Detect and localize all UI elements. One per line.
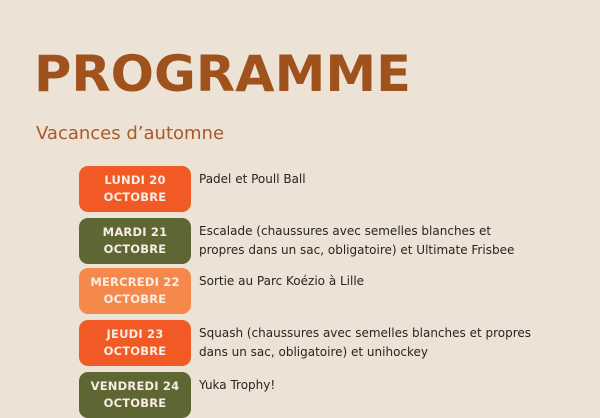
page-title: PROGRAMME [34, 45, 411, 103]
date-badge-tuesday [79, 218, 191, 264]
date-badge-month: OCTOBRE [103, 242, 167, 256]
date-badge-month: OCTOBRE [103, 292, 167, 306]
date-badge-wednesday [79, 268, 191, 314]
date-badge-thursday [79, 320, 191, 366]
date-badge-friday [79, 372, 191, 418]
date-badge-month: OCTOBRE [103, 190, 167, 204]
activity-description: Padel et Poull Ball [199, 172, 306, 186]
date-badge-day: MERCREDI 22 [90, 275, 180, 289]
activity-description: Yuka Trophy! [199, 378, 276, 392]
date-badge-day: JEUDI 23 [106, 327, 164, 341]
date-badge-day: LUNDI 20 [104, 173, 166, 187]
activity-description: Sortie au Parc Koézio à Lille [199, 274, 365, 288]
date-badge-month: OCTOBRE [103, 344, 167, 358]
schedule-row-wednesday [79, 268, 599, 314]
schedule-row-thursday [79, 320, 599, 366]
activity-description: Escalade (chaussures avec semelles blanches et propres dans un sac, obligatoire) et Ultimate Frisbee [199, 224, 515, 257]
date-badge-day: MARDI 21 [102, 225, 168, 239]
activity-description: Squash (chaussures avec semelles blanches et propres dans un sac, obligatoire) et unihockey [199, 326, 532, 359]
schedule-row-monday [79, 166, 599, 212]
date-badge-month: OCTOBRE [103, 396, 167, 410]
date-badge-monday [79, 166, 191, 212]
schedule-row-tuesday [79, 218, 599, 264]
schedule-row-friday [79, 372, 599, 418]
page-subtitle: Vacances d’automne [36, 123, 225, 144]
date-badge-day: VENDREDI 24 [90, 379, 180, 393]
